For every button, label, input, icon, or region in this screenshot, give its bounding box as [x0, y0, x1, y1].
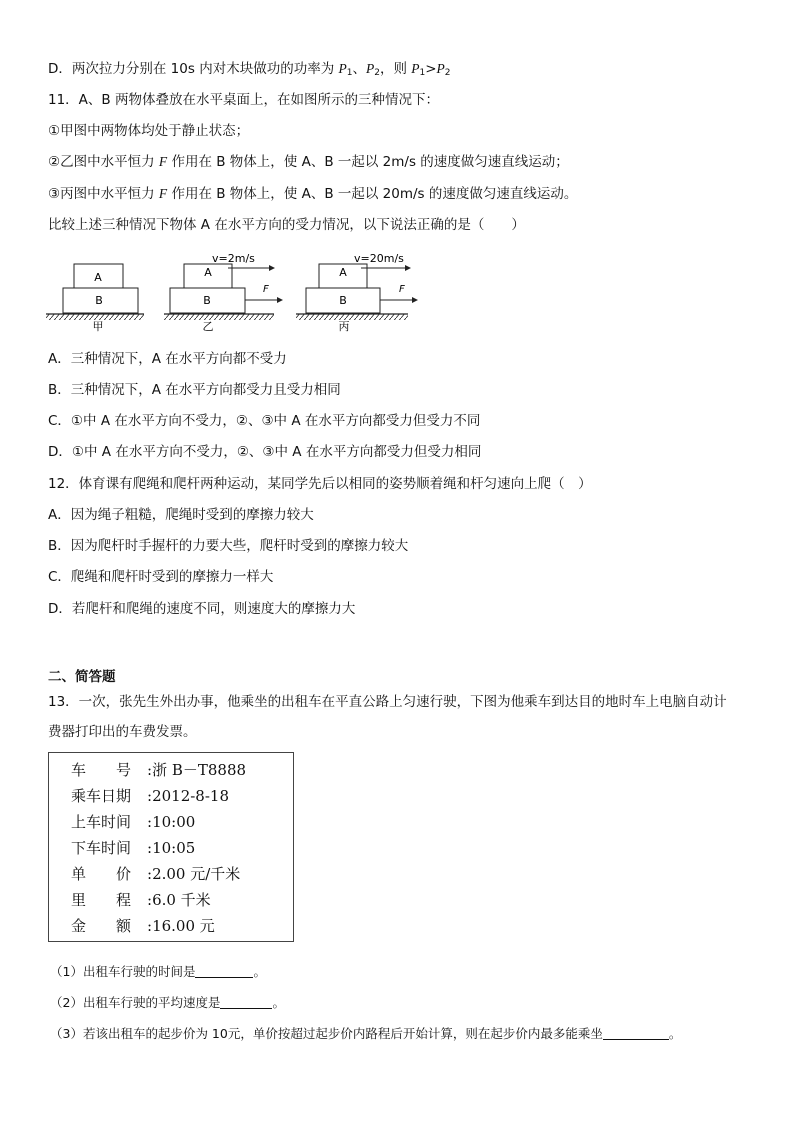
answer-blank-1[interactable]	[195, 963, 253, 978]
caption-yi: 乙	[202, 320, 214, 333]
ground-yi	[164, 314, 274, 320]
caption-jia: 甲	[92, 320, 104, 333]
q11-option-c: C．①中 A 在水平方向不受力，②、③中 A 在水平方向都受力但受力不同	[48, 413, 481, 429]
q11-question: 比较上述三种情况下物体 A 在水平方向的受力情况，以下说法正确的是（ ）	[48, 217, 525, 233]
receipt-row: 上车时间 :10:00	[71, 813, 196, 831]
answer-blank-2[interactable]	[220, 994, 272, 1009]
label-a-bing: A	[339, 266, 347, 279]
q11-option-a: A．三种情况下，A 在水平方向都不受力	[48, 351, 287, 367]
label-b-bing: B	[339, 294, 347, 307]
scene-bing	[296, 252, 417, 333]
q12-stem: 12．体育课有爬绳和爬杆两种运动，某同学先后以相同的姿势顺着绳和杆匀速向上爬（ ）	[48, 476, 592, 492]
q13-stem-line-1: 13．一次，张先生外出办事，他乘坐的出租车在平直公路上匀速行驶，下图为他乘车到达目的地时车上电脑自动计	[48, 694, 727, 710]
q13-part-3: （3）若该出租车的起步价为 10元，单价按超过起步价内路程后开始计算，则在起步价内最多能乘坐 。	[50, 1026, 682, 1041]
label-b-yi: B	[203, 294, 211, 307]
label-a-yi: A	[204, 266, 212, 279]
force-label-yi: F	[263, 284, 269, 295]
label-b-jia: B	[95, 294, 103, 307]
q12-option-b: B．因为爬杆时手握杆的力要大些，爬杆时受到的摩擦力较大	[48, 538, 409, 554]
q12-option-d: D．若爬杆和爬绳的速度不同，则速度大的摩擦力大	[48, 601, 356, 617]
q13-part-1: （1）出租车行驶的时间是 。	[50, 964, 266, 979]
receipt-row: 单 价 :2.00 元/千米	[71, 865, 241, 883]
q11-case-1: ①甲图中两物体均处于静止状态；	[48, 123, 250, 139]
velocity-label-bing: v=20m/s	[354, 252, 404, 265]
answer-blank-3[interactable]	[603, 1025, 669, 1040]
q12-option-a: A．因为绳子粗糙，爬绳时受到的摩擦力较大	[48, 507, 314, 523]
caption-bing: 丙	[338, 320, 350, 333]
label-a-jia: A	[94, 271, 102, 284]
force-label-bing: F	[399, 284, 405, 295]
ground-bing	[296, 314, 408, 320]
receipt-row: 里 程 :6.0 千米	[71, 891, 211, 909]
q11-case-3: ③丙图中水平恒力 F 作用在 B 物体上，使 A、B 一起以 20m/s 的速度做匀速直线运动。	[48, 186, 578, 202]
section-title: 二、简答题	[48, 669, 116, 685]
scene-yi	[164, 252, 282, 333]
q12-option-c: C．爬绳和爬杆时受到的摩擦力一样大	[48, 569, 274, 585]
q11-option-d: D．①中 A 在水平方向不受力，②、③中 A 在水平方向都受力但受力相同	[48, 444, 482, 460]
q11-option-b: B．三种情况下，A 在水平方向都受力且受力相同	[48, 382, 341, 398]
velocity-label-yi: v=2m/s	[212, 252, 255, 265]
q13-part-2: （2）出租车行驶的平均速度是 。	[50, 995, 285, 1010]
q11-stem: 11．A、B 两物体叠放在水平桌面上，在如图所示的三种情况下：	[48, 92, 439, 108]
q10-option-d: D．两次拉力分别在 10s 内对木块做功的功率为 $P_1$、$P_2$，则 $P_1>P_2$	[48, 61, 451, 78]
receipt-row: 金 额 :16.00 元	[71, 917, 215, 935]
receipt-row: 乘车日期 :2012-8-18	[71, 787, 230, 805]
q13-stem-line-2: 费器打印出的车费发票。	[48, 724, 197, 740]
blocks-figure	[46, 246, 426, 336]
taxi-receipt	[48, 752, 294, 942]
receipt-row: 车 号 :浙 B－T8888	[71, 761, 247, 779]
receipt-row: 下车时间 :10:05	[71, 839, 196, 857]
scene-jia	[46, 264, 144, 333]
q11-case-2: ②乙图中水平恒力 F 作用在 B 物体上，使 A、B 一起以 2m/s 的速度做匀速直线运动；	[48, 154, 569, 170]
